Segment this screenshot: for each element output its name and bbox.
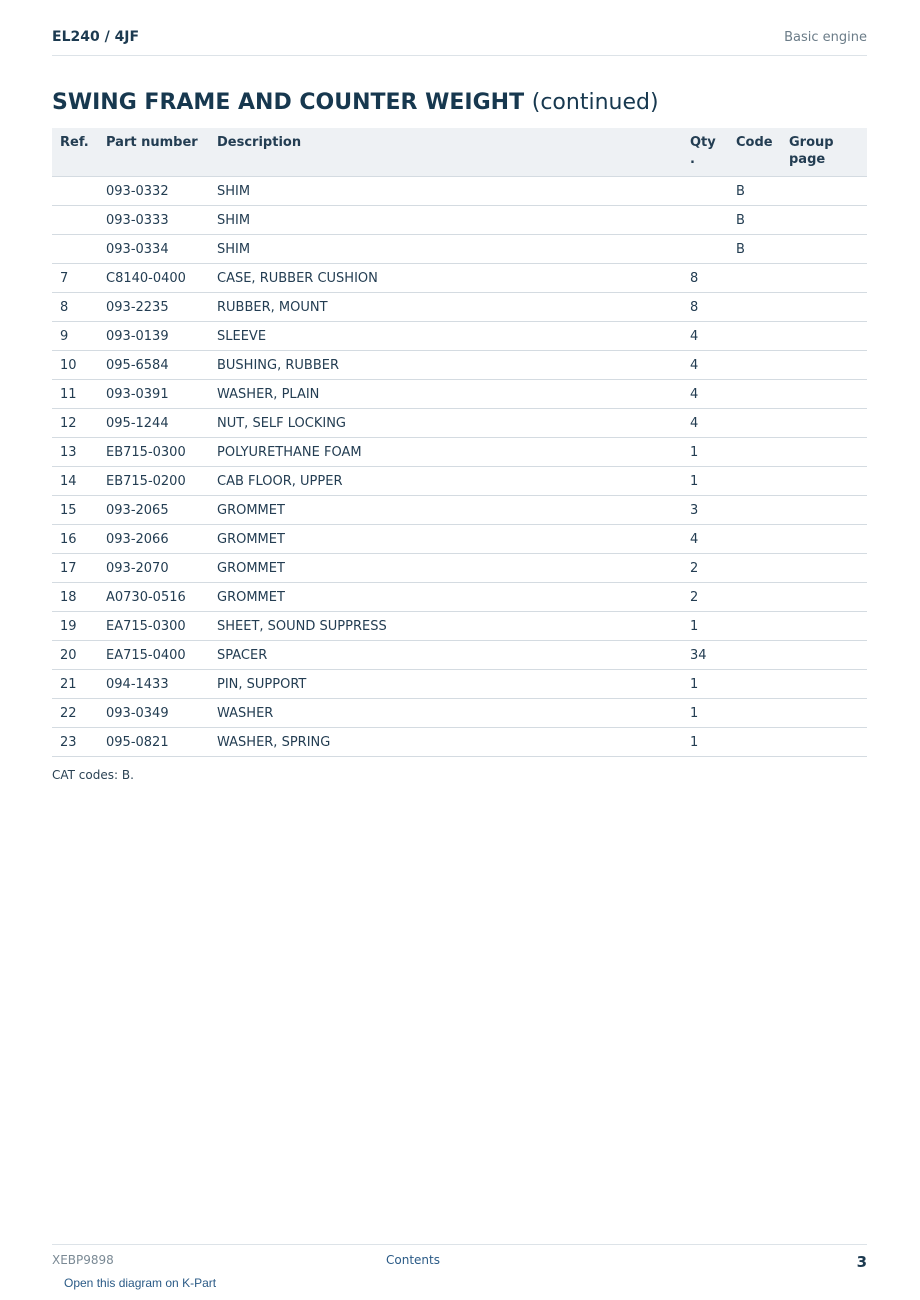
cell-ref: 15 (52, 496, 98, 525)
cell-code (728, 728, 781, 757)
cell-qty (682, 206, 728, 235)
page-title (52, 90, 659, 115)
cell-part-number: 093-2235 (98, 293, 209, 322)
table-row (52, 496, 867, 525)
cell-part-number: 093-0391 (98, 380, 209, 409)
cell-qty: 2 (682, 583, 728, 612)
cell-qty (682, 235, 728, 264)
cell-qty: 4 (682, 409, 728, 438)
cell-group-page (781, 554, 867, 583)
page-title-main: SWING FRAME AND COUNTER WEIGHT (52, 90, 525, 115)
cell-code (728, 322, 781, 351)
cell-part-number: 095-6584 (98, 351, 209, 380)
table-row (52, 438, 867, 467)
cell-code: B (728, 235, 781, 264)
cell-code (728, 699, 781, 728)
table-row (52, 641, 867, 670)
cell-qty: 4 (682, 525, 728, 554)
cell-ref: 16 (52, 525, 98, 554)
cell-part-number: EB715-0200 (98, 467, 209, 496)
cell-qty: 4 (682, 322, 728, 351)
cell-description: NUT, SELF LOCKING (209, 409, 682, 438)
cell-part-number: C8140-0400 (98, 264, 209, 293)
cell-code (728, 641, 781, 670)
cell-qty: 34 (682, 641, 728, 670)
cell-code (728, 496, 781, 525)
cell-part-number: 093-0333 (98, 206, 209, 235)
cell-group-page (781, 409, 867, 438)
cell-ref (52, 206, 98, 235)
model-label: EL240 / 4JF (52, 29, 140, 45)
column-header-group-page: Group page (781, 128, 867, 177)
cell-description: POLYURETHANE FOAM (209, 438, 682, 467)
cell-group-page (781, 293, 867, 322)
cell-group-page (781, 235, 867, 264)
cell-ref: 19 (52, 612, 98, 641)
parts-table-body (52, 177, 867, 757)
cell-part-number: EB715-0300 (98, 438, 209, 467)
cell-description: GROMMET (209, 554, 682, 583)
cell-code (728, 380, 781, 409)
cell-ref: 12 (52, 409, 98, 438)
cell-group-page (781, 438, 867, 467)
table-row (52, 467, 867, 496)
cell-description: GROMMET (209, 496, 682, 525)
cell-description: CAB FLOOR, UPPER (209, 467, 682, 496)
table-row (52, 264, 867, 293)
contents-link[interactable]: Contents (386, 1253, 440, 1267)
cell-group-page (781, 467, 867, 496)
cell-ref: 18 (52, 583, 98, 612)
cell-group-page (781, 322, 867, 351)
cell-qty: 3 (682, 496, 728, 525)
table-row (52, 351, 867, 380)
table-row (52, 554, 867, 583)
table-row (52, 728, 867, 757)
page-footer (52, 1244, 867, 1290)
cell-description: SLEEVE (209, 322, 682, 351)
cell-description: WASHER, SPRING (209, 728, 682, 757)
cell-group-page (781, 380, 867, 409)
cell-code (728, 467, 781, 496)
cell-part-number: 094-1433 (98, 670, 209, 699)
column-header-description: Description (209, 128, 682, 177)
cell-description: SHIM (209, 177, 682, 206)
cell-ref: 11 (52, 380, 98, 409)
cell-ref: 14 (52, 467, 98, 496)
parts-table-header-row (52, 128, 867, 177)
table-row (52, 670, 867, 699)
cell-part-number: 093-0139 (98, 322, 209, 351)
cell-part-number: EA715-0300 (98, 612, 209, 641)
cell-code: B (728, 177, 781, 206)
cell-qty: 1 (682, 612, 728, 641)
cell-qty: 8 (682, 293, 728, 322)
cell-part-number: 095-0821 (98, 728, 209, 757)
table-row (52, 583, 867, 612)
document-id: XEBP9898 (52, 1253, 114, 1267)
table-row (52, 525, 867, 554)
cell-group-page (781, 612, 867, 641)
cell-description: SPACER (209, 641, 682, 670)
cell-part-number: 093-2070 (98, 554, 209, 583)
cell-ref: 17 (52, 554, 98, 583)
cell-code (728, 612, 781, 641)
cell-group-page (781, 525, 867, 554)
column-header-ref: Ref. (52, 128, 98, 177)
table-row (52, 177, 867, 206)
cell-description: RUBBER, MOUNT (209, 293, 682, 322)
column-header-code: Code (728, 128, 781, 177)
cell-ref: 21 (52, 670, 98, 699)
cell-code (728, 264, 781, 293)
cell-part-number: 093-0349 (98, 699, 209, 728)
cell-group-page (781, 177, 867, 206)
cell-code (728, 293, 781, 322)
cell-code: B (728, 206, 781, 235)
cell-code (728, 438, 781, 467)
cell-code (728, 670, 781, 699)
cell-code (728, 525, 781, 554)
cell-code (728, 351, 781, 380)
cell-part-number: 093-2065 (98, 496, 209, 525)
cell-ref: 22 (52, 699, 98, 728)
cell-group-page (781, 583, 867, 612)
cell-code (728, 409, 781, 438)
cell-qty: 2 (682, 554, 728, 583)
cell-ref: 10 (52, 351, 98, 380)
cell-ref (52, 235, 98, 264)
cell-qty: 4 (682, 380, 728, 409)
cell-description: SHIM (209, 235, 682, 264)
cell-ref: 20 (52, 641, 98, 670)
cell-description: WASHER, PLAIN (209, 380, 682, 409)
cell-description: WASHER (209, 699, 682, 728)
cell-description: SHIM (209, 206, 682, 235)
cell-description: GROMMET (209, 583, 682, 612)
cell-part-number: 093-2066 (98, 525, 209, 554)
cell-ref: 8 (52, 293, 98, 322)
cell-group-page (781, 351, 867, 380)
cell-group-page (781, 264, 867, 293)
cell-ref (52, 177, 98, 206)
cell-description: GROMMET (209, 525, 682, 554)
cell-ref: 7 (52, 264, 98, 293)
cell-group-page (781, 728, 867, 757)
page-header (52, 29, 867, 56)
column-header-qty: Qty . (682, 128, 728, 177)
cell-qty: 1 (682, 467, 728, 496)
cell-ref: 9 (52, 322, 98, 351)
cell-description: SHEET, SOUND SUPPRESS (209, 612, 682, 641)
cell-group-page (781, 206, 867, 235)
cell-qty: 1 (682, 670, 728, 699)
cell-description: BUSHING, RUBBER (209, 351, 682, 380)
cell-qty (682, 177, 728, 206)
cell-ref: 13 (52, 438, 98, 467)
cell-part-number: EA715-0400 (98, 641, 209, 670)
cell-group-page (781, 699, 867, 728)
cell-part-number: A0730-0516 (98, 583, 209, 612)
cell-part-number: 095-1244 (98, 409, 209, 438)
cat-codes-note: CAT codes: B. (52, 768, 134, 782)
table-row (52, 322, 867, 351)
page-number: 3 (856, 1253, 867, 1271)
page-title-suffix: (continued) (531, 90, 659, 115)
cell-part-number: 093-0332 (98, 177, 209, 206)
column-header-part-number: Part number (98, 128, 209, 177)
cell-code (728, 554, 781, 583)
cell-code (728, 583, 781, 612)
cell-description: PIN, SUPPORT (209, 670, 682, 699)
cell-ref: 23 (52, 728, 98, 757)
cell-qty: 8 (682, 264, 728, 293)
table-row (52, 612, 867, 641)
cell-part-number: 093-0334 (98, 235, 209, 264)
table-row (52, 380, 867, 409)
cell-group-page (781, 670, 867, 699)
cell-qty: 1 (682, 728, 728, 757)
cell-group-page (781, 641, 867, 670)
cell-qty: 1 (682, 699, 728, 728)
table-row (52, 235, 867, 264)
cell-qty: 1 (682, 438, 728, 467)
parts-table (52, 128, 867, 757)
table-row (52, 206, 867, 235)
table-row (52, 293, 867, 322)
cell-group-page (781, 496, 867, 525)
cell-description: CASE, RUBBER CUSHION (209, 264, 682, 293)
table-row (52, 699, 867, 728)
section-label: Basic engine (784, 30, 867, 45)
cell-qty: 4 (682, 351, 728, 380)
open-kpart-link[interactable]: Open this diagram on K-Part (64, 1276, 217, 1290)
table-row (52, 409, 867, 438)
